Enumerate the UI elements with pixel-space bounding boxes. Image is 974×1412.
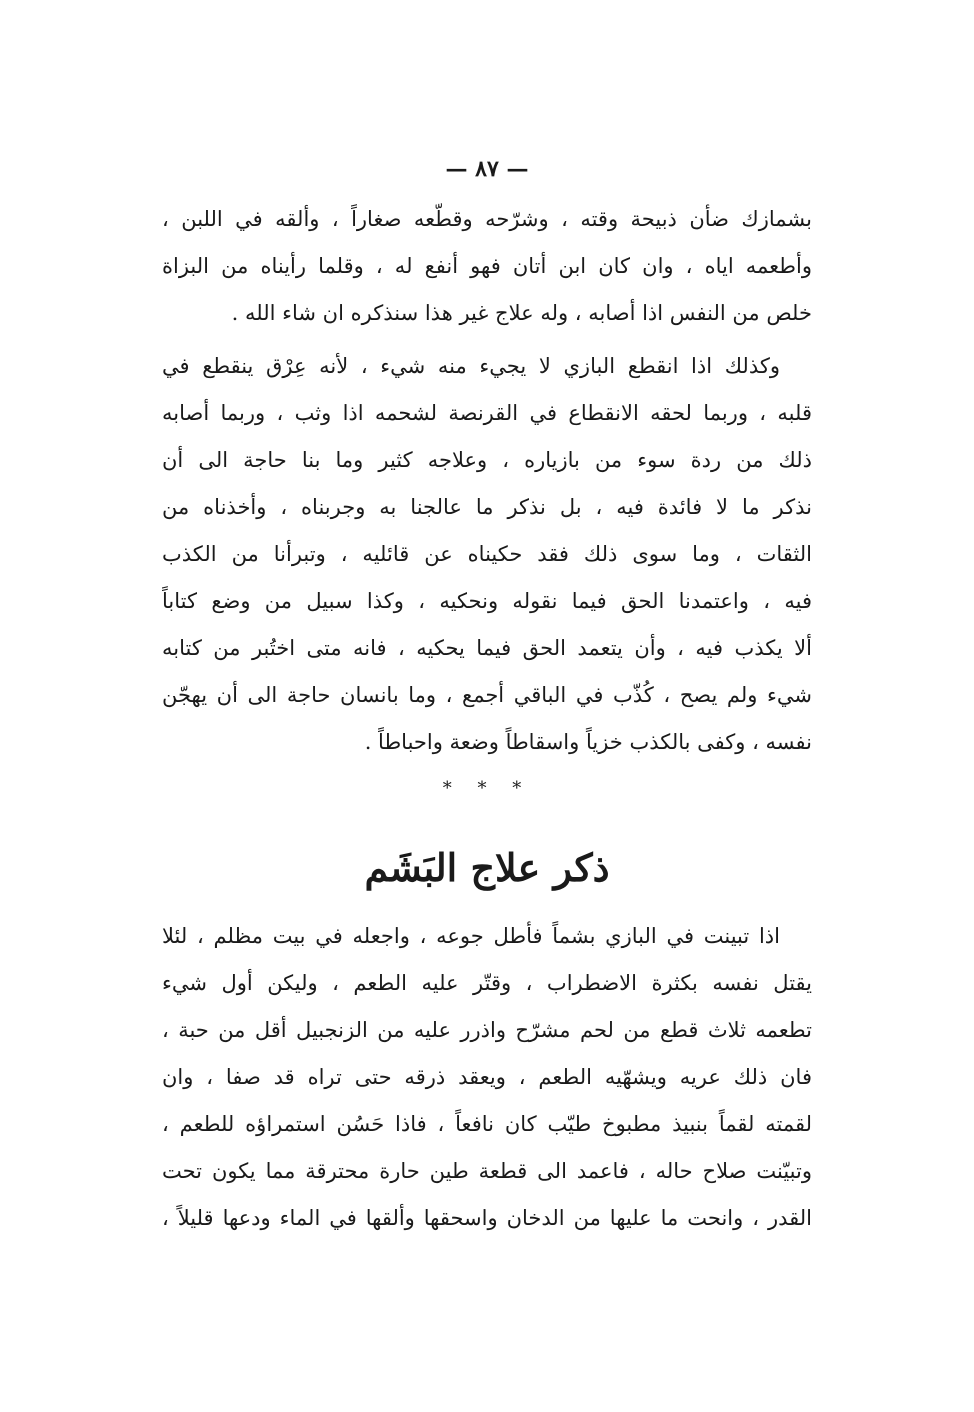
text-line: القدر ، وانحت ما عليها من الدخان واسحقها وألقها في الماء ودعها قليلاً ،	[162, 1206, 812, 1230]
text-line: وتبيّنت صلاح حاله ، فاعمد الى قطعة طين حارة محترقة مما يكون تحت	[162, 1159, 812, 1183]
paragraph-interruption	[162, 343, 812, 766]
paragraph-treatment	[162, 913, 812, 1242]
text-line: وكذلك اذا انقطع البازي لا يجيء منه شيء ، لأنه عِرْق ينقطع في	[162, 354, 780, 378]
text-line: فيه ، واعتمدنا الحق فيما نقوله ونحكيه ، وكذا سبيل من وضع كتاباً	[162, 589, 812, 613]
section-separator: * * *	[442, 778, 532, 799]
text-line: شيء ولم يصح ، كُذّب في الباقي أجمع ، وما بانسان حاجة الى أن يهجّن	[162, 683, 812, 707]
text-line: يقتل نفسه بكثرة الاضطراب ، وقتّر عليه الطعم ، وليكن أول شيء	[162, 971, 812, 995]
text-line: نفسه ، وكفى بالكذب خزياً واسقاطاً وضعة واحباطاً .	[364, 730, 812, 754]
text-line: اذا تبينت في البازي بشماً فأطل جوعه ، واجعله في بيت مظلم ، لئلا	[162, 924, 780, 948]
text-line: وأطعمه اياه ، وان كان ابن أتان فهو أنفع له ، وقلما رأيناه من البزاة	[162, 254, 812, 278]
page-number: — ٨٧ —	[445, 156, 529, 182]
text-line: قلبه ، وربما لحقه الانقطاع في القرنصة لشحمه اذا وثب ، وربما أصابه	[162, 401, 812, 425]
paragraph-continuation	[162, 196, 812, 337]
text-line: لقمته لقماً بنبيذ مطبوخ طيّب كان نافعاً ، فاذا حَسُن استمراؤه للطعم ،	[162, 1112, 812, 1136]
text-line: خلص من النفس اذا أصابه ، وله علاج غير هذا سنذكره ان شاء الله .	[231, 301, 812, 325]
section-heading: ذكر علاج البَشَم	[364, 845, 610, 890]
text-line: نذكر ما لا فائدة فيه ، بل نذكر ما عالجنا به وجربناه ، وأخذناه من	[162, 495, 812, 519]
text-line: تطعمه ثلاث قطع من لحم مشرّح واذرر عليه من الزنجبيل أقل من حبة ،	[162, 1018, 812, 1042]
text-line: ألا يكذب فيه ، وأن يتعمد الحق فيما يحكيه ، فانه متى اختُبر من كتابه	[162, 636, 812, 660]
text-line: الثقات ، وما سوى ذلك فقد حكيناه عن قائليه ، وتبرأنا من الكذب	[162, 542, 812, 566]
text-line: ذلك من ردة سوء من بازياره ، وعلاجه كثير وما بنا حاجة الى أن	[162, 448, 812, 472]
text-line: فان ذلك عريه ويشهّيه الطعم ، ويعقد ذرقه حتى تراه قد صفا ، وان	[162, 1065, 812, 1089]
text-line: بشمازك ضأن ذبيحة وقته ، وشرّحه وقطّعه صغاراً ، وألقه في اللبن ،	[162, 207, 812, 231]
